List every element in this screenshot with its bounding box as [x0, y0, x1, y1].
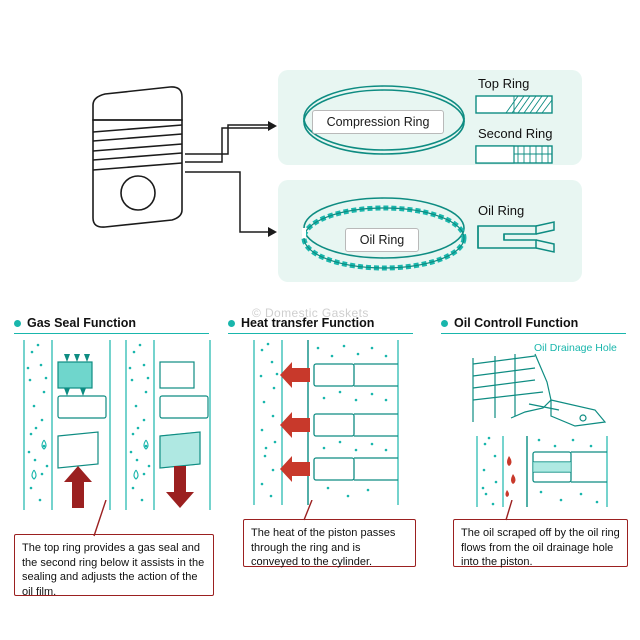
caption-heat-transfer: The heat of the piston passes through the ring and is conveyed to the cylinder.: [243, 519, 416, 567]
oil-ring-section-label: Oil Ring: [478, 203, 525, 218]
section-header-heat-transfer: [228, 316, 374, 330]
watermark: © Domestic Gaskets: [252, 306, 369, 320]
oil-control-illustration: [455, 352, 630, 507]
gas-seal-illustration: [14, 340, 214, 510]
second-ring-cross-section: [474, 142, 554, 168]
second-ring-label: Second Ring: [478, 126, 553, 141]
caption-pointer-oil-control: [498, 500, 522, 522]
oil-ring-panel-label: Oil Ring: [345, 228, 419, 252]
top-ring-cross-section: [474, 92, 554, 118]
caption-pointer-gas-seal: [86, 500, 116, 538]
top-ring-label: Top Ring: [478, 76, 530, 91]
section-underline-oil-control: [441, 333, 626, 334]
compression-ring-label: Compression Ring: [312, 110, 444, 134]
section-title-heat-transfer: Heat transfer Function: [241, 316, 375, 330]
oil-ring-cross-section: [474, 220, 564, 266]
caption-oil-control: The oil scraped off by the oil ring flows from the oil drainage hole into the piston.: [453, 519, 628, 567]
heat-transfer-illustration: [248, 340, 408, 505]
section-title-oil-control: Oil Controll Function: [454, 316, 579, 330]
section-underline-heat-transfer: [228, 333, 413, 334]
bullet-icon: [14, 320, 21, 327]
caption-pointer-heat-transfer: [296, 500, 320, 522]
section-title-gas-seal: Gas Seal Function: [27, 316, 137, 330]
section-underline-gas-seal: [14, 333, 209, 334]
caption-gas-seal: The top ring provides a gas seal and the second ring below it assists in the sealing and adjusts the action of the oil film.: [14, 534, 214, 596]
bullet-icon: [228, 320, 235, 327]
section-header-oil-control: [441, 316, 578, 330]
bullet-icon: [441, 320, 448, 327]
oil-drainage-hole-annotation: Oil Drainage Hole: [534, 342, 617, 354]
section-header-gas-seal: [14, 316, 136, 330]
